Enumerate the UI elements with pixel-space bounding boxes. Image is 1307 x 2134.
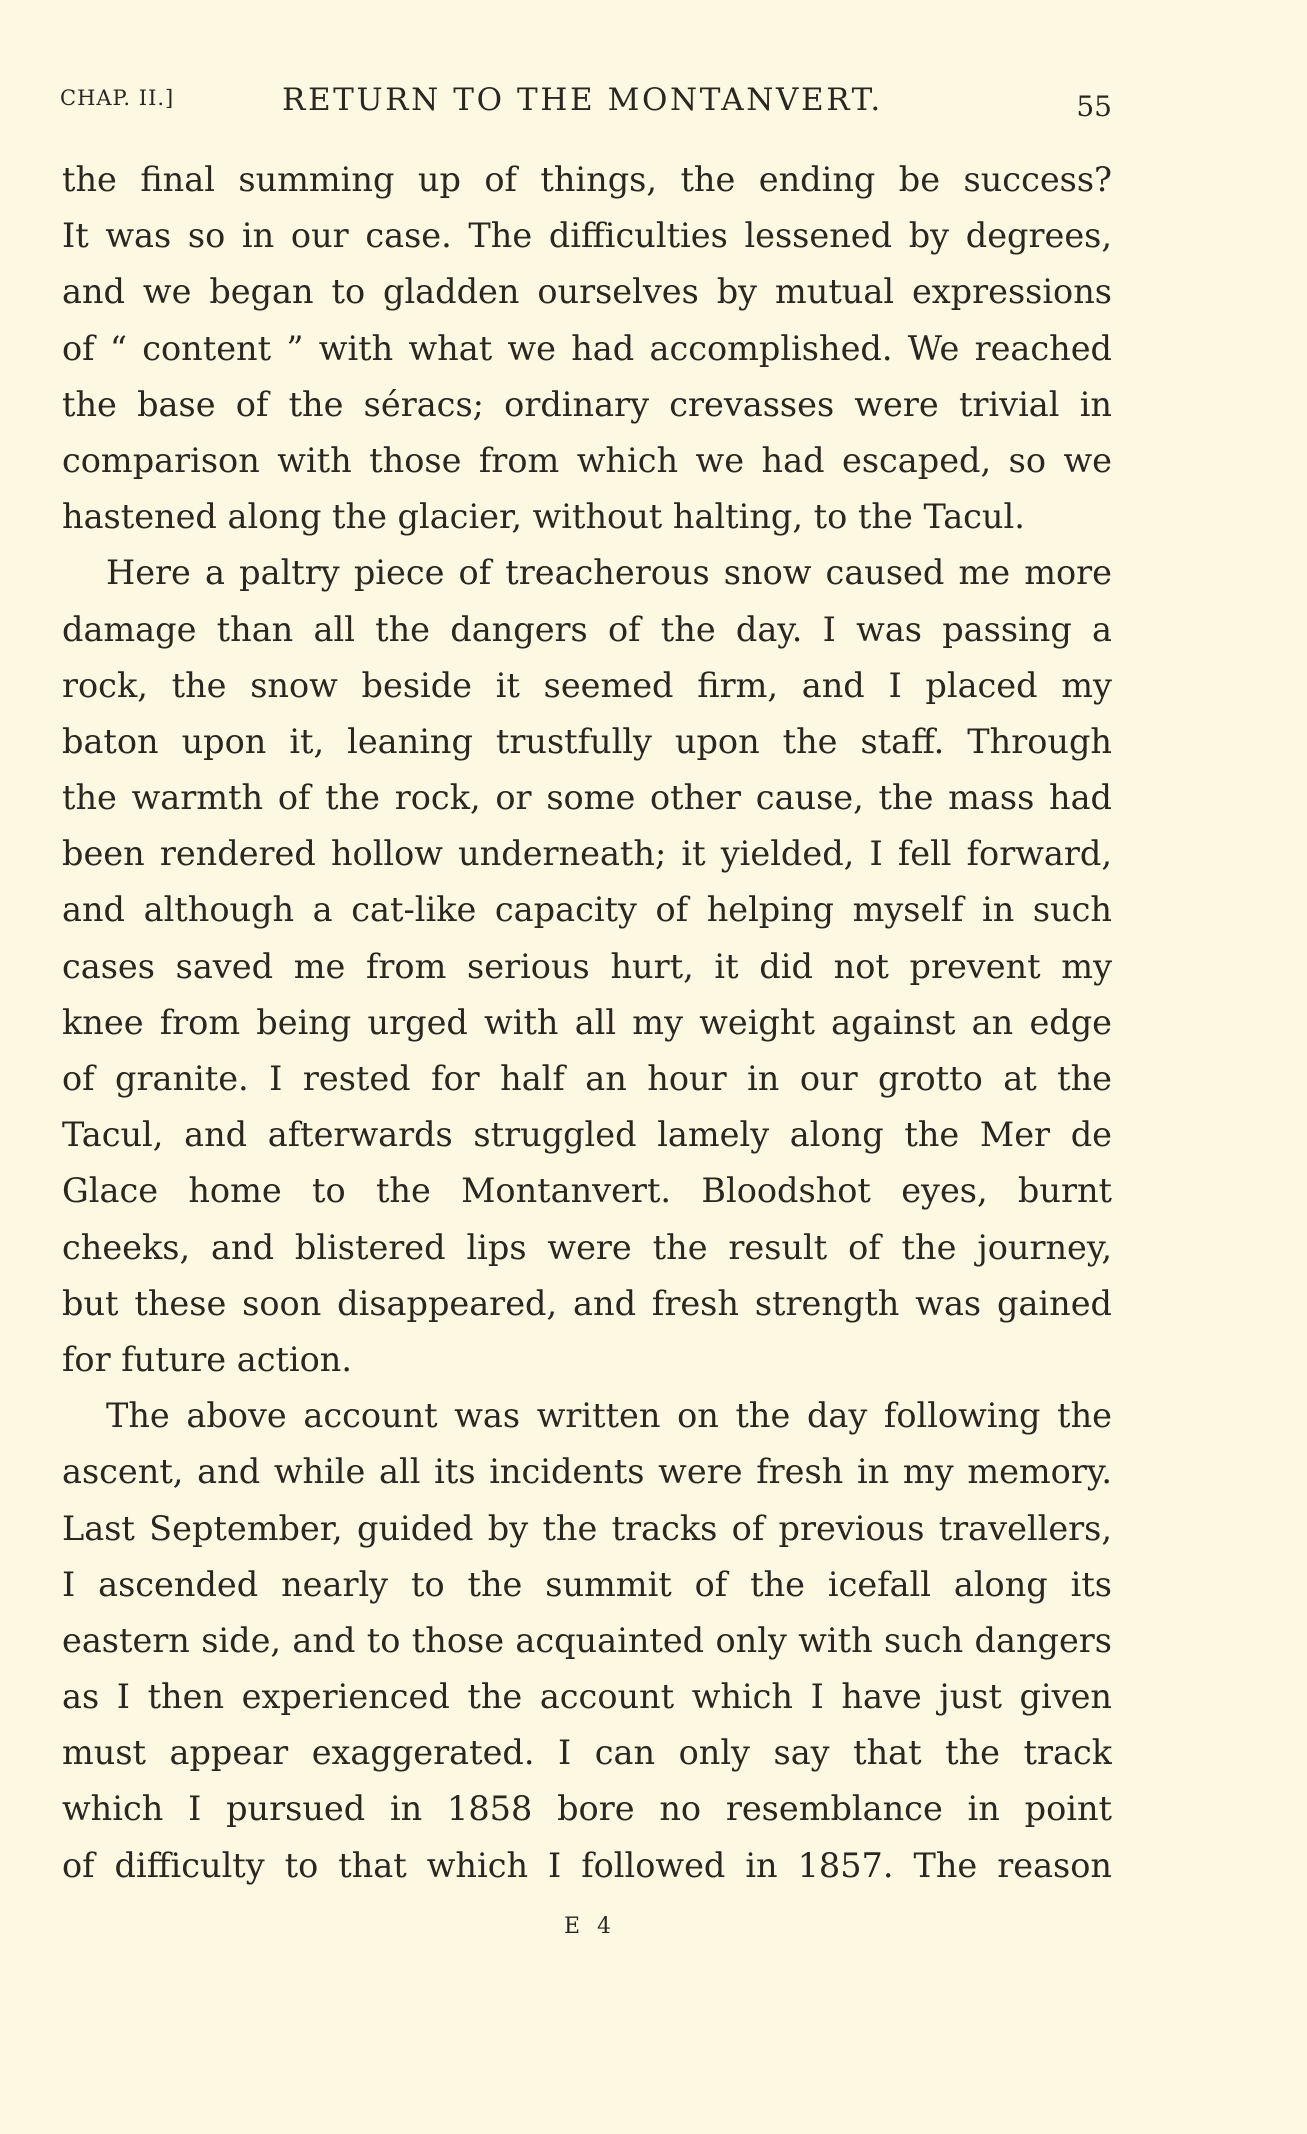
running-header [60,82,1112,126]
text-line: but these soon disappeared, and fresh strength was gained [62,1283,1112,1323]
text-line: rock, the snow beside it seemed firm, and I placed my [62,665,1112,705]
running-title: RETURN TO THE MONTANVERT. [282,82,883,118]
text-line: ascent, and while all its incidents were fresh in my memory. [62,1452,1112,1492]
text-line: baton upon it, leaning trustfully upon the staff. Through [62,721,1112,761]
text-line: Last September, guided by the tracks of previous travellers, [62,1508,1112,1548]
text-line: and although a cat-like capacity of helping myself in such [62,890,1112,930]
text-line: of granite. I rested for half an hour in our grotto at the [62,1059,1112,1098]
text-line: the warmth of the rock, or some other cause, the mass had [62,778,1112,818]
text-line: must appear exaggerated. I can only say that the track [62,1733,1112,1773]
paragraph-start-line: Here a paltry piece of treacherous snow caused me more [106,553,1112,593]
text-line: which I pursued in 1858 bore no resemblance in point [62,1789,1112,1829]
text-line: for future action. [62,1339,353,1379]
text-line: Glace home to the Montanvert. Bloodshot eyes, burnt [62,1171,1112,1211]
text-line: the final summing up of things, the ending be success? [62,160,1112,199]
paragraph-start-line: The above account was written on the day following the [106,1396,1112,1436]
text-line: I ascended nearly to the summit of the icefall along its [62,1564,1112,1604]
text-line: of difficulty to that which I followed in 1857. The reason [62,1845,1112,1885]
text-line: damage than all the dangers of the day. I was passing a [62,609,1112,649]
printer-signature-mark: E 4 [564,1914,617,1939]
text-line: the base of the séracs; ordinary crevasses were trivial in [62,384,1112,424]
text-line: hastened along the glacier, without halting, to the Tacul. [62,497,1025,537]
text-line: eastern side, and to those acquainted only with such dangers [62,1620,1112,1660]
text-line: It was so in our case. The difficulties lessened by degrees, [62,216,1112,256]
text-line: comparison with those from which we had escaped, so we [62,440,1112,480]
body-text [62,152,1112,1894]
chapter-reference: CHAP. II.] [60,86,175,110]
page-number: 55 [1076,90,1112,123]
text-line: been rendered hollow underneath; it yielded, I fell forward, [62,834,1112,874]
text-line: and we began to gladden ourselves by mutual expressions [62,272,1112,312]
text-line: of “ content ” with what we had accomplished. We reached [62,328,1112,368]
text-line: Tacul, and afterwards struggled lamely along the Mer de [62,1115,1112,1155]
text-line: cases saved me from serious hurt, it did not prevent my [62,946,1112,986]
text-line: as I then experienced the account which I have just given [62,1677,1112,1717]
text-line: cheeks, and blistered lips were the result of the journey, [62,1227,1112,1267]
text-line: knee from being urged with all my weight against an edge [62,1002,1112,1042]
